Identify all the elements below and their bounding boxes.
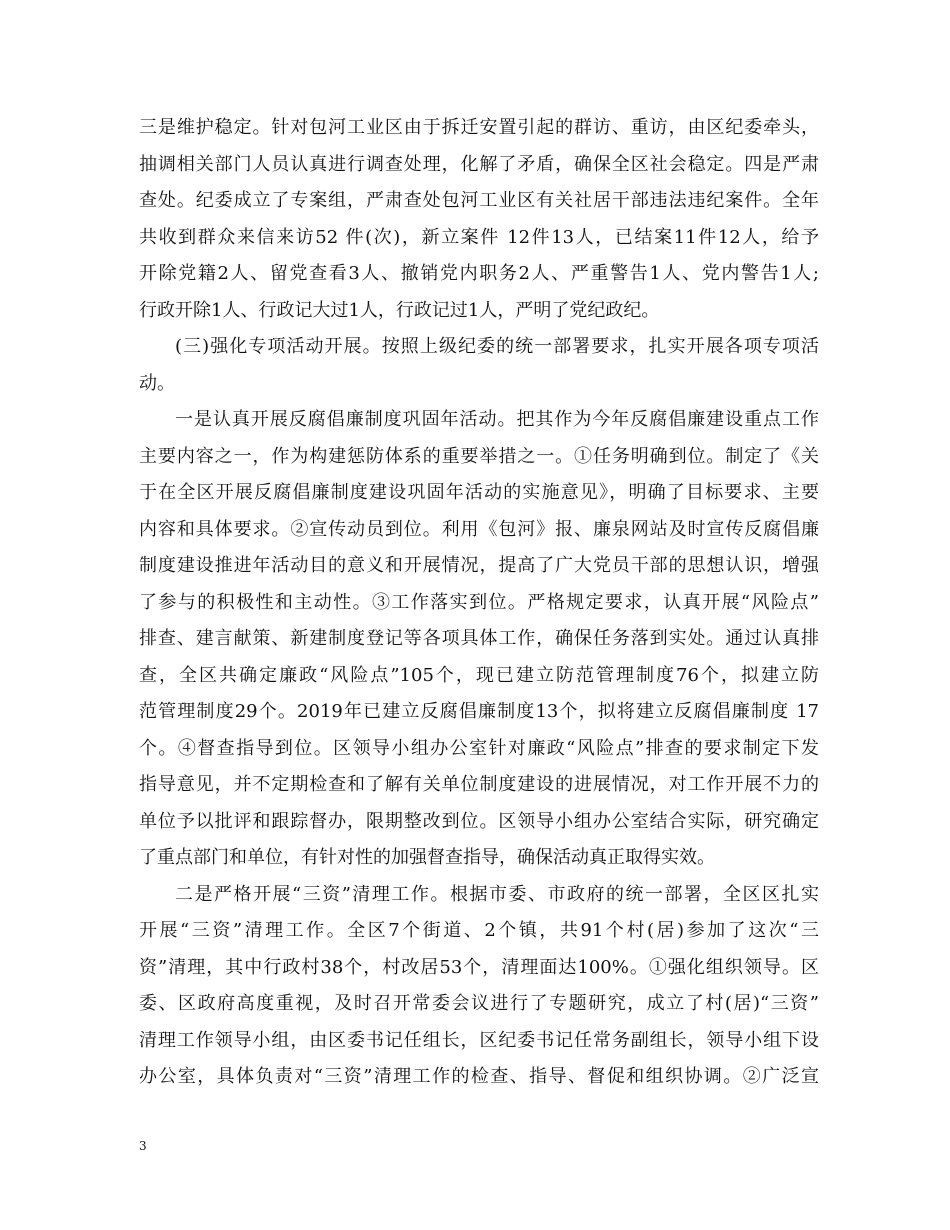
text-line: 查，全区共确定廉政“风险点”105个，现已建立防范管理制度76个，拟建立防 — [139, 664, 819, 686]
text-line: 单位予以批评和跟踪督办，限期整改到位。区领导小组办公室结合实际，研究确定 — [139, 810, 819, 832]
body-text — [139, 110, 819, 1096]
text-line: 行政开除1人、行政记大过1人，行政记过1人，严明了党纪政纪。 — [139, 299, 660, 321]
text-line: 内容和具体要求。②宣传动员到位。利用《包河》报、廉泉网站及时宣传反腐倡廉 — [139, 518, 819, 540]
text-line: 了参与的积极性和主动性。③工作落实到位。严格规定要求，认真开展“风险点” — [139, 591, 819, 613]
text-line: 于在全区开展反腐倡廉制度建设巩固年活动的实施意见》，明确了目标要求、主要 — [139, 482, 819, 503]
section-heading: (三)强化专项活动开展。按照上级纪委的统一部署要求，扎实开展各项专项活 — [175, 336, 819, 357]
text-line: 范管理制度29个。2019年已建立反腐倡廉制度13个，拟将建立反腐倡廉制度 17 — [139, 701, 819, 722]
paragraph-start: 一是认真开展反腐倡廉制度巩固年活动。把其作为今年反腐倡廉建设重点工作 — [175, 409, 819, 430]
text-line: 三是维护稳定。针对包河工业区由于拆迁安置引起的群访、重访，由区纪委牵头， — [139, 117, 819, 138]
paragraph-start: 二是严格开展“三资”清理工作。根据市委、市政府的统一部署，全区区扎实 — [175, 883, 819, 905]
text-line: 委、区政府高度重视，及时召开常委会议进行了专题研究，成立了村(居)“三资” — [139, 993, 819, 1014]
text-line: 共收到群众来信来访52 件(次)，新立案件 12件13人，已结案11件12人，给予 — [139, 226, 819, 248]
text-line: 资”清理，其中行政村38个，村改居53个，清理面达100%。①强化组织领导。区 — [139, 956, 819, 978]
text-line: 排查、建言献策、新建制度登记等各项具体工作，确保任务落到实处。通过认真排 — [139, 628, 819, 649]
text-line: 抽调相关部门人员认真进行调查处理，化解了矛盾，确保全区社会稳定。四是严肃 — [139, 153, 819, 175]
text-line: 动。 — [139, 372, 175, 394]
text-line: 制度建设推进年活动目的意义和开展情况，提高了广大党员干部的思想认识，增强 — [139, 555, 819, 576]
text-line: 指导意见，并不定期检查和了解有关单位制度建设的进展情况，对工作开展不力的 — [139, 774, 819, 795]
page-number: 3 — [139, 1139, 147, 1153]
text-line: 了重点部门和单位，有针对性的加强督查指导，确保活动真正取得实效。 — [139, 847, 715, 868]
text-line: 办公室，具体负责对“三资”清理工作的检查、指导、督促和组织协调。②广泛宣 — [139, 1066, 819, 1087]
text-line: 开展“三资”清理工作。全区7个街道、2个镇，共91个村(居)参加了这次“三 — [139, 920, 819, 941]
text-line: 清理工作领导小组，由区委书记任组长，区纪委书记任常务副组长，领导小组下设 — [139, 1029, 819, 1051]
text-line: 开除党籍2人、留党查看3人、撤销党内职务2人、严重警告1人、党内警告1人; — [139, 263, 819, 284]
text-line: 主要内容之一，作为构建惩防体系的重要举措之一。①任务明确到位。制定了《关 — [139, 445, 819, 467]
text-line: 个。④督查指导到位。区领导小组办公室针对廉政“风险点”排查的要求制定下发 — [139, 737, 819, 759]
text-line: 查处。纪委成立了专案组，严肃查处包河工业区有关社居干部违法违纪案件。全年 — [139, 190, 819, 211]
